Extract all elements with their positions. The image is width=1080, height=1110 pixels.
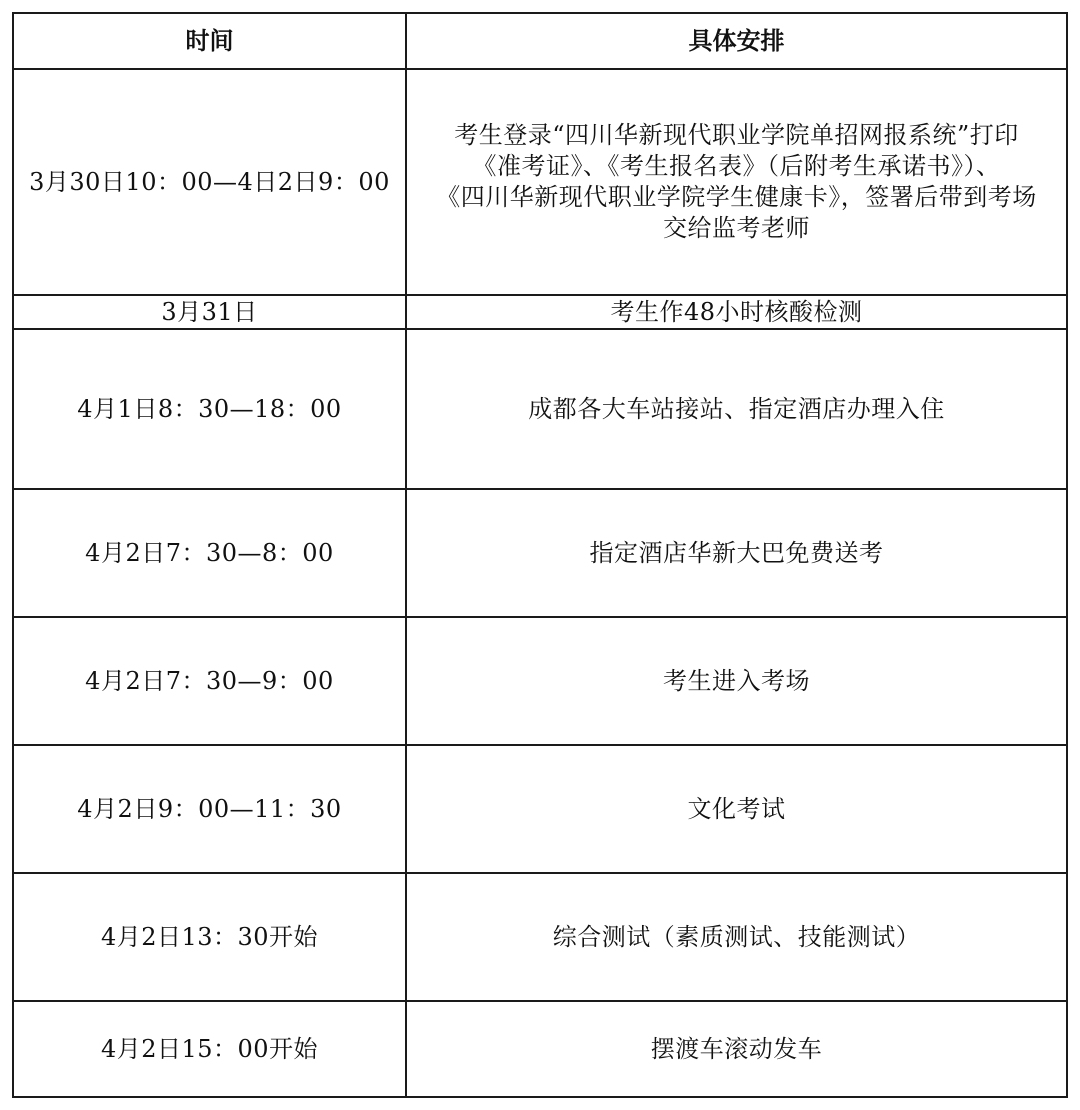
table-row	[13, 617, 1067, 745]
arrangement-line: 交给监考老师	[663, 214, 810, 242]
row-arrangement: 文化考试	[406, 745, 1067, 873]
row-time: 4月2日7：30—9：00	[13, 617, 406, 745]
row-arrangement: 指定酒店华新大巴免费送考	[406, 489, 1067, 617]
header-time: 时间	[13, 13, 406, 69]
table-header-row	[13, 13, 1067, 69]
table-row	[13, 295, 1067, 329]
schedule-table	[12, 12, 1068, 1098]
arrangement-line: 考生登录“四川华新现代职业学院单招网报系统”打印	[454, 121, 1019, 149]
row-arrangement: 成都各大车站接站、指定酒店办理入住	[406, 329, 1067, 489]
row-time: 4月2日13：30开始	[13, 873, 406, 1001]
row-time: 4月2日7：30—8：00	[13, 489, 406, 617]
row-time: 3月30日10：00—4日2日9：00	[13, 69, 406, 295]
row-time: 4月1日8：30—18：00	[13, 329, 406, 489]
row-arrangement: 摆渡车滚动发车	[406, 1001, 1067, 1097]
row-time: 4月2日15：00开始	[13, 1001, 406, 1097]
table-row	[13, 329, 1067, 489]
row-arrangement	[406, 69, 1067, 295]
arrangement-line: 《准考证》、《考生报名表》（后附考生承诺书》）、	[472, 152, 1001, 180]
row-arrangement: 考生进入考场	[406, 617, 1067, 745]
table-row	[13, 873, 1067, 1001]
row-time: 4月2日9：00—11：30	[13, 745, 406, 873]
table-row	[13, 69, 1067, 295]
row-arrangement: 综合测试（素质测试、技能测试）	[406, 873, 1067, 1001]
table-row	[13, 745, 1067, 873]
arrangement-line: 《四川华新现代职业学院学生健康卡》，签署后带到考场	[436, 183, 1037, 211]
header-arrangement: 具体安排	[406, 13, 1067, 69]
table-row	[13, 489, 1067, 617]
table-row	[13, 1001, 1067, 1097]
row-arrangement: 考生作48小时核酸检测	[406, 295, 1067, 329]
row-time: 3月31日	[13, 295, 406, 329]
